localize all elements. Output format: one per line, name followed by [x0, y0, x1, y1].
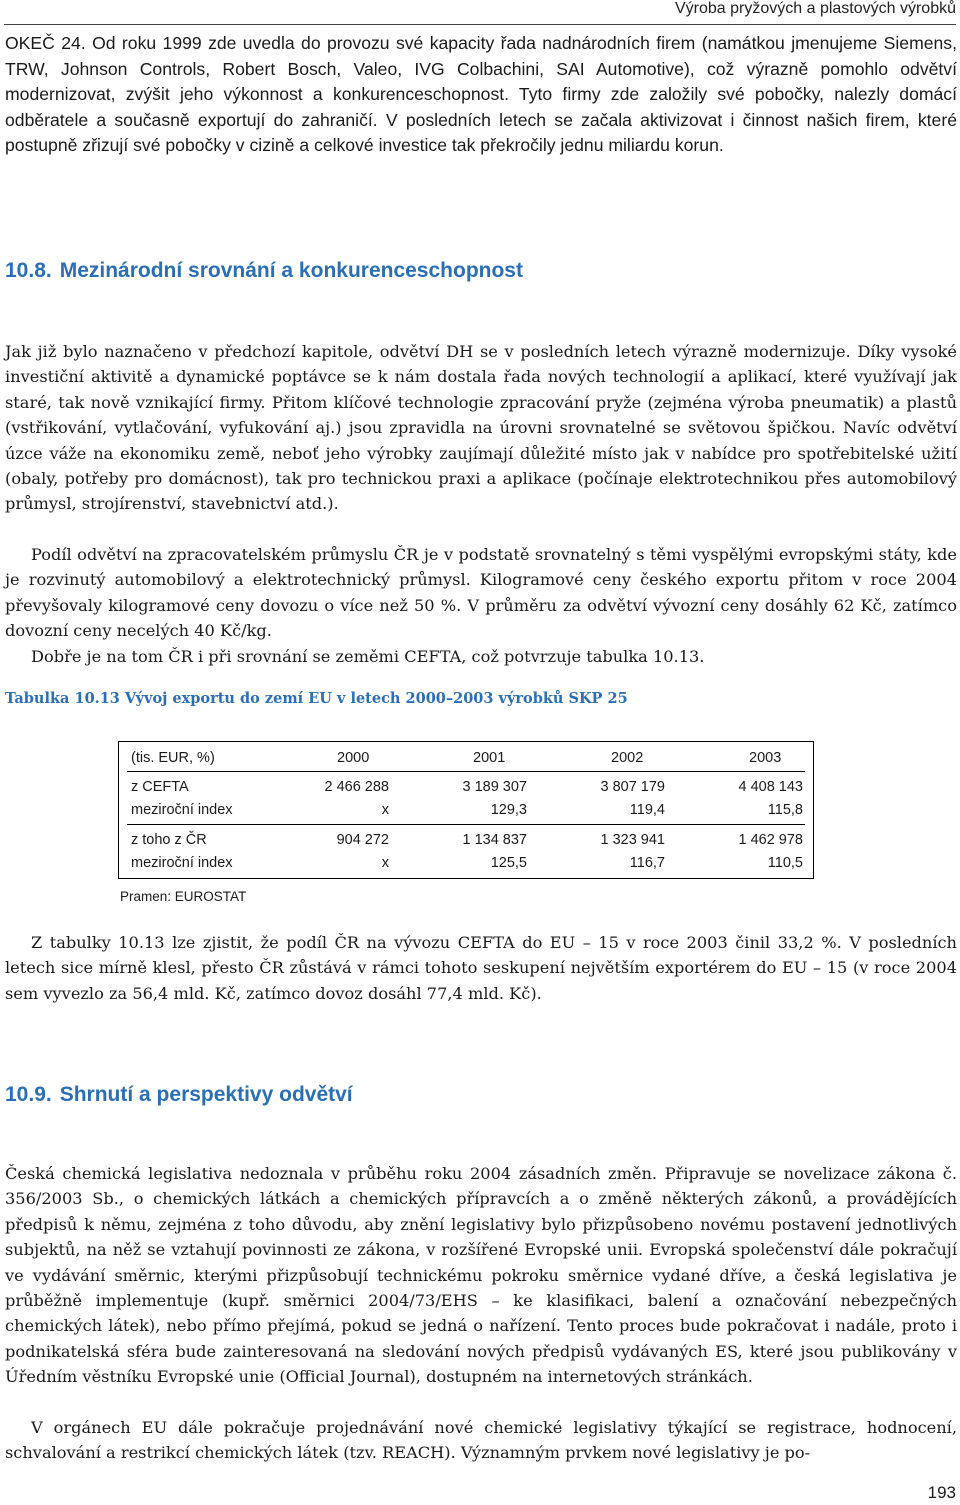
page-number: 193: [927, 1483, 956, 1502]
export-table: [118, 741, 814, 879]
section-10-9-paragraph-1: Česká chemická legislativa nedoznala v průběhu roku 2004 zásadních změn. Připravuje se novelizace zákona č. 356/2003 Sb., o chemických látkách a chemických přípravcích a o změně některých zákonů, a provádějících předpisů k němu, zejména z toho důvodu, aby znění legislativy bylo přizpůsobeno novému postavení jednotlivých subjektů, na něž se vztahují povinnosti ze zákona, v rozšířené Evropské unii. Evropská společenství dále pokračují ve vydávání směrnic, kterými přizpůsobují technickému pokroku směrnice vydané dříve, a česká legislativa je průběžně implementuje (kupř. směrnici 2004/73/EHS – ke klasifikaci, balení a označování nebezpečných chemických látek), nebo přímo přejímá, pokud se jedná o nařízení. Tento proces bude pokračovat i nadále, proto i podnikatelská sféra bude zainteresovaná na sledování nových předpisů vydávaných ES, které jsou publikovány v Úředním věstníku Evropské unie (Official Journal), dostupném na internetových stránkách.: [5, 1164, 957, 1387]
table-cell: x: [381, 855, 389, 871]
section-10-8-paragraph-1: Jak již bylo naznačeno v předchozí kapitole, odvětví DH se v posledních letech výrazně modernizuje. Díky vysoké investiční aktivitě a dynamické poptávce se k nám dostala řada nových technologií a aplikací, které využívají jak staré, tak nově vznikající firmy. Přitom klíčové technologie zpracování pryže (zejména výroba pneumatik) a plastů (vstřikování, vytlačování, vyfukování aj.) jsou zpravidla na úrovni srovnatelné se světovou špičkou. Navíc odvětví úzce váže na ekonomiku země, neboť jeho výrobky zaujímají důležité místo jak v nabídce pro spotřebitelské užití (obaly, potřeby pro domácnost), tak pro technickou praxi a aplikace (počínaje elektrotechnikou přes automobilový průmysl, strojírenství, stavebnictví atd.).: [5, 342, 957, 514]
table-rule: [127, 824, 805, 825]
running-header: Výroba pryžových a plastových výrobků: [674, 0, 956, 17]
table-row: [119, 777, 813, 799]
table-cell: 119,4: [629, 802, 665, 818]
section-10-8-paragraph-2: Podíl odvětví na zpracovatelském průmyslu ČR je v podstatě srovnatelný s těmi vyspělými evropskými státy, kde je rozvinutý automobilový a elektrotechnický průmysl. Kilogramové ceny českého exportu přitom v roce 2004 převyšovaly kilogramové ceny dovozu o více než 50 %. V průměru za odvětví vývozní ceny dosáhly 62 Kč, zatímco dovozní ceny necelých 40 Kč/kg.: [5, 545, 957, 641]
table-cell: 3 807 179: [600, 779, 665, 795]
table-row: [119, 853, 813, 875]
table-caption: Tabulka 10.13 Vývoj exportu do zemí EU v letech 2000–2003 výrobků SKP 25: [5, 690, 628, 707]
table-rule: [127, 771, 805, 772]
table-cell: meziroční index: [131, 855, 233, 871]
table-cell: z CEFTA: [131, 779, 189, 795]
section-number: 10.9.: [5, 1083, 52, 1106]
section-number: 10.8.: [5, 259, 52, 282]
table-header-cell: 2002: [611, 750, 644, 766]
section-10-8-paragraph-3: Dobře je na tom ČR i při srovnání se zeměmi CEFTA, což potvrzuje tabulka 10.13.: [31, 647, 705, 666]
table-row: [119, 830, 813, 852]
table-header-row: [119, 748, 813, 770]
table-header-cell: 2000: [337, 750, 370, 766]
table-cell: 904 272: [336, 832, 389, 848]
header-rule: [4, 24, 956, 25]
table-cell: 1 462 978: [738, 832, 803, 848]
section-heading-10-9: [5, 1083, 353, 1107]
table-cell: 115,8: [767, 802, 803, 818]
after-table-paragraph: Z tabulky 10.13 lze zjistit, že podíl ČR na vývozu CEFTA do EU – 15 v roce 2003 činil 33,2 %. V posledních letech sice mírně klesl, přesto ČR zůstává v rámci tohoto seskupení největším exportérem do EU – 15 (v roce 2004 sem vyvezlo za 56,4 mld. Kč, zatímco dovoz dosáhl 77,4 mld. Kč).: [5, 933, 957, 1003]
table-cell: 2 466 288: [324, 779, 389, 795]
table-cell: 116,7: [629, 855, 665, 871]
section-10-9-paragraph-2: V orgánech EU dále pokračuje projednávání nové chemické legislativy týkající se registrace, hodnocení, schvalování a restrikcí chemických látek (tzv. REACH). Významným prvkem nové legislativy je po-: [5, 1418, 957, 1463]
table-cell: 3 189 307: [462, 779, 527, 795]
table-cell: 125,5: [490, 855, 527, 871]
table-cell: z toho z ČR: [131, 832, 207, 848]
table-header-cell: 2003: [749, 750, 782, 766]
table-cell: x: [381, 802, 389, 818]
table-cell: 129,3: [490, 802, 527, 818]
intro-paragraph: OKEČ 24. Od roku 1999 zde uvedla do provozu své kapacity řada nadnárodních firem (namátkou jmenujeme Siemens, TRW, Johnson Controls, Robert Bosch, Valeo, IVG Colbachini, SAI Automotive), což výrazně pomohlo odvětví modernizovat, zvýšit jeho výkonnost a konkurenceschopnost. Tyto firmy zde založily své pobočky, nalezly domácí odběratele a současně exportují do zahraničí. V posledních letech se začala aktivizovat i činnost našich firem, které postupně zřizují své pobočky v cizině a celkové investice tak překročily jednu miliardu korun.: [5, 33, 957, 156]
table-cell: 4 408 143: [738, 779, 803, 795]
table-row: [119, 800, 813, 822]
table-source: Pramen: EUROSTAT: [120, 889, 247, 904]
table-header-cell: (tis. EUR, %): [131, 750, 215, 766]
table-header-cell: 2001: [473, 750, 506, 766]
table-cell: 1 323 941: [600, 832, 665, 848]
table-cell: meziroční index: [131, 802, 233, 818]
section-heading-10-8: [5, 259, 523, 283]
table-cell: 1 134 837: [462, 832, 527, 848]
section-title: Shrnutí a perspektivy odvětví: [59, 1083, 353, 1106]
section-title: Mezinárodní srovnání a konkurenceschopnost: [59, 259, 523, 282]
table-cell: 110,5: [767, 855, 803, 871]
